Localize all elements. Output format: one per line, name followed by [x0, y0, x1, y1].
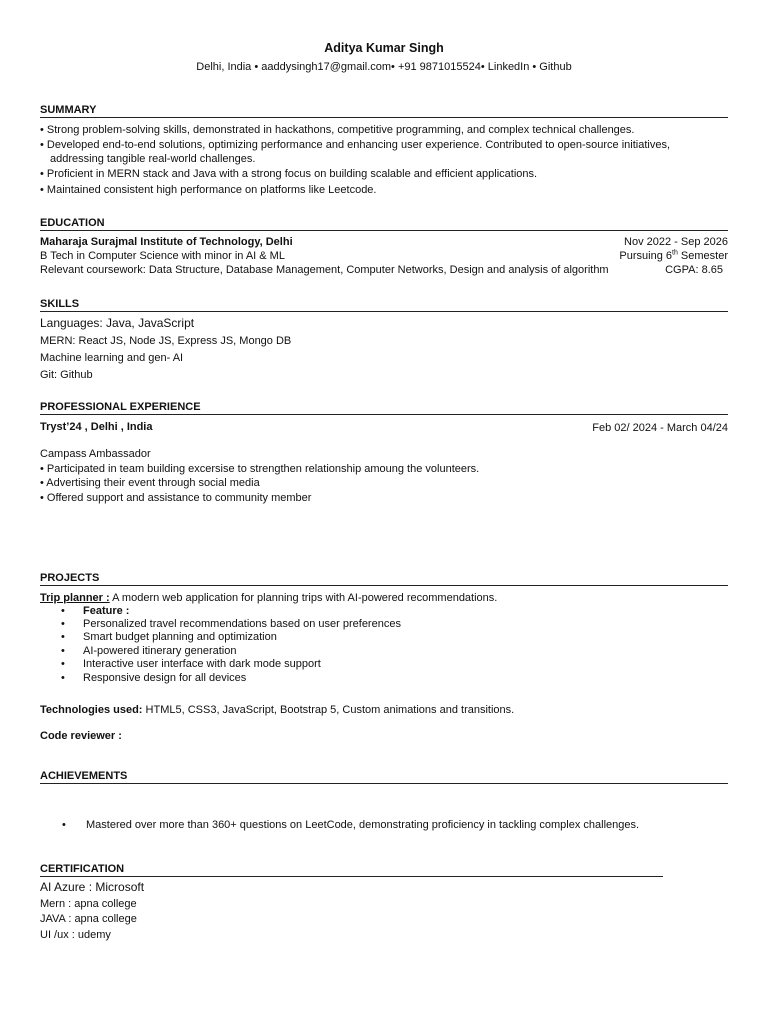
summary-line: • Developed end-to-end solutions, optimizing performance and enhancing user experience. Contributed to open-source initiatives, [40, 139, 671, 151]
cgpa: CGPA: 8.65 [665, 264, 723, 276]
summary-rule [40, 117, 728, 118]
projects-rule [40, 585, 728, 586]
feature-item: Responsive design for all devices [83, 672, 247, 684]
summary-line: addressing tangible real-world challenges. [50, 153, 256, 165]
project-name: Trip planner : [40, 592, 110, 604]
skill-item: Git: Github [40, 369, 93, 381]
project-line [40, 591, 497, 605]
skill-item: Machine learning and gen- AI [40, 352, 184, 364]
achievements-rule [40, 783, 728, 784]
certification-item: AI Azure : Microsoft [40, 880, 145, 894]
experience-role: Campass Ambassador [40, 448, 151, 460]
bullet-icon: • [61, 672, 65, 684]
feature-item: Smart budget planning and optimization [83, 631, 277, 643]
semester-status: Pursuing 6th Semester [619, 249, 728, 262]
project-description: A modern web application for planning trips with AI-powered recommendations. [109, 592, 498, 604]
education-dates: Nov 2022 - Sep 2026 [624, 236, 728, 248]
summary-line: • Maintained consistent high performance on platforms like Leetcode. [40, 184, 377, 196]
skills-rule [40, 311, 728, 312]
education-rule [40, 230, 728, 231]
skills-heading: SKILLS [40, 298, 80, 310]
achievement-item: Mastered over more than 360+ questions on LeetCode, demonstrating proficiency in tackling complex challenges. [86, 819, 640, 831]
certification-item: JAVA : apna college [40, 913, 137, 925]
technologies-label: Technologies used: [40, 704, 143, 716]
certification-heading: CERTIFICATION [40, 863, 125, 875]
summary-heading: SUMMARY [40, 104, 97, 116]
summary-line: • Strong problem-solving skills, demonstrated in hackathons, competitive programming, and complex technical challenges. [40, 124, 635, 136]
achievements-heading: ACHIEVEMENTS [40, 770, 128, 782]
skill-item: MERN: React JS, Node JS, Express JS, Mongo DB [40, 335, 292, 347]
feature-item: Interactive user interface with dark mode support [83, 658, 321, 670]
certification-rule [40, 876, 663, 877]
code-reviewer-label: Code reviewer : [40, 730, 122, 742]
experience-heading: PROFESSIONAL EXPERIENCE [40, 401, 201, 413]
bullet-icon: • [61, 645, 65, 657]
feature-item: Personalized travel recommendations based on user preferences [83, 618, 401, 630]
feature-label: Feature : [83, 605, 130, 617]
bullet-icon: • [61, 631, 65, 643]
experience-bullet: • Advertising their event through social media [40, 477, 260, 489]
experience-bullet: • Offered support and assistance to community member [40, 492, 312, 504]
experience-org: Tryst’24 , Delhi , India [40, 421, 153, 433]
experience-bullet: • Participated in team building excersise to strengthen relationship amoung the volunteers. [40, 463, 480, 475]
bullet-icon: • [61, 618, 65, 630]
candidate-name: Aditya Kumar Singh [324, 41, 444, 55]
coursework: Relevant coursework: Data Structure, Database Management, Computer Networks, Design and analysis of algorithm [40, 264, 609, 276]
experience-dates: Feb 02/ 2024 - March 04/24 [592, 422, 728, 434]
experience-rule [40, 414, 728, 415]
bullet-icon: • [61, 658, 65, 670]
certification-item: UI /ux : udemy [40, 929, 111, 941]
technologies-value: HTML5, CSS3, JavaScript, Bootstrap 5, Custom animations and transitions. [142, 704, 515, 716]
skill-item: Languages: Java, JavaScript [40, 316, 195, 330]
feature-item: AI-powered itinerary generation [83, 645, 237, 657]
projects-heading: PROJECTS [40, 572, 100, 584]
education-heading: EDUCATION [40, 217, 105, 229]
certification-item: Mern : apna college [40, 898, 137, 910]
summary-line: • Proficient in MERN stack and Java with a strong focus on building scalable and efficient applications. [40, 168, 538, 180]
institute-name: Maharaja Surajmal Institute of Technology, Delhi [40, 236, 293, 248]
degree: B Tech in Computer Science with minor in AI & ML [40, 250, 285, 262]
feature-bullet-icon: • [61, 605, 65, 617]
bullet-icon: • [62, 819, 66, 831]
technologies-line [40, 703, 514, 717]
contact-line: Delhi, India • aaddysingh17@gmail.com• +91 9871015524• LinkedIn • Github [196, 61, 572, 73]
